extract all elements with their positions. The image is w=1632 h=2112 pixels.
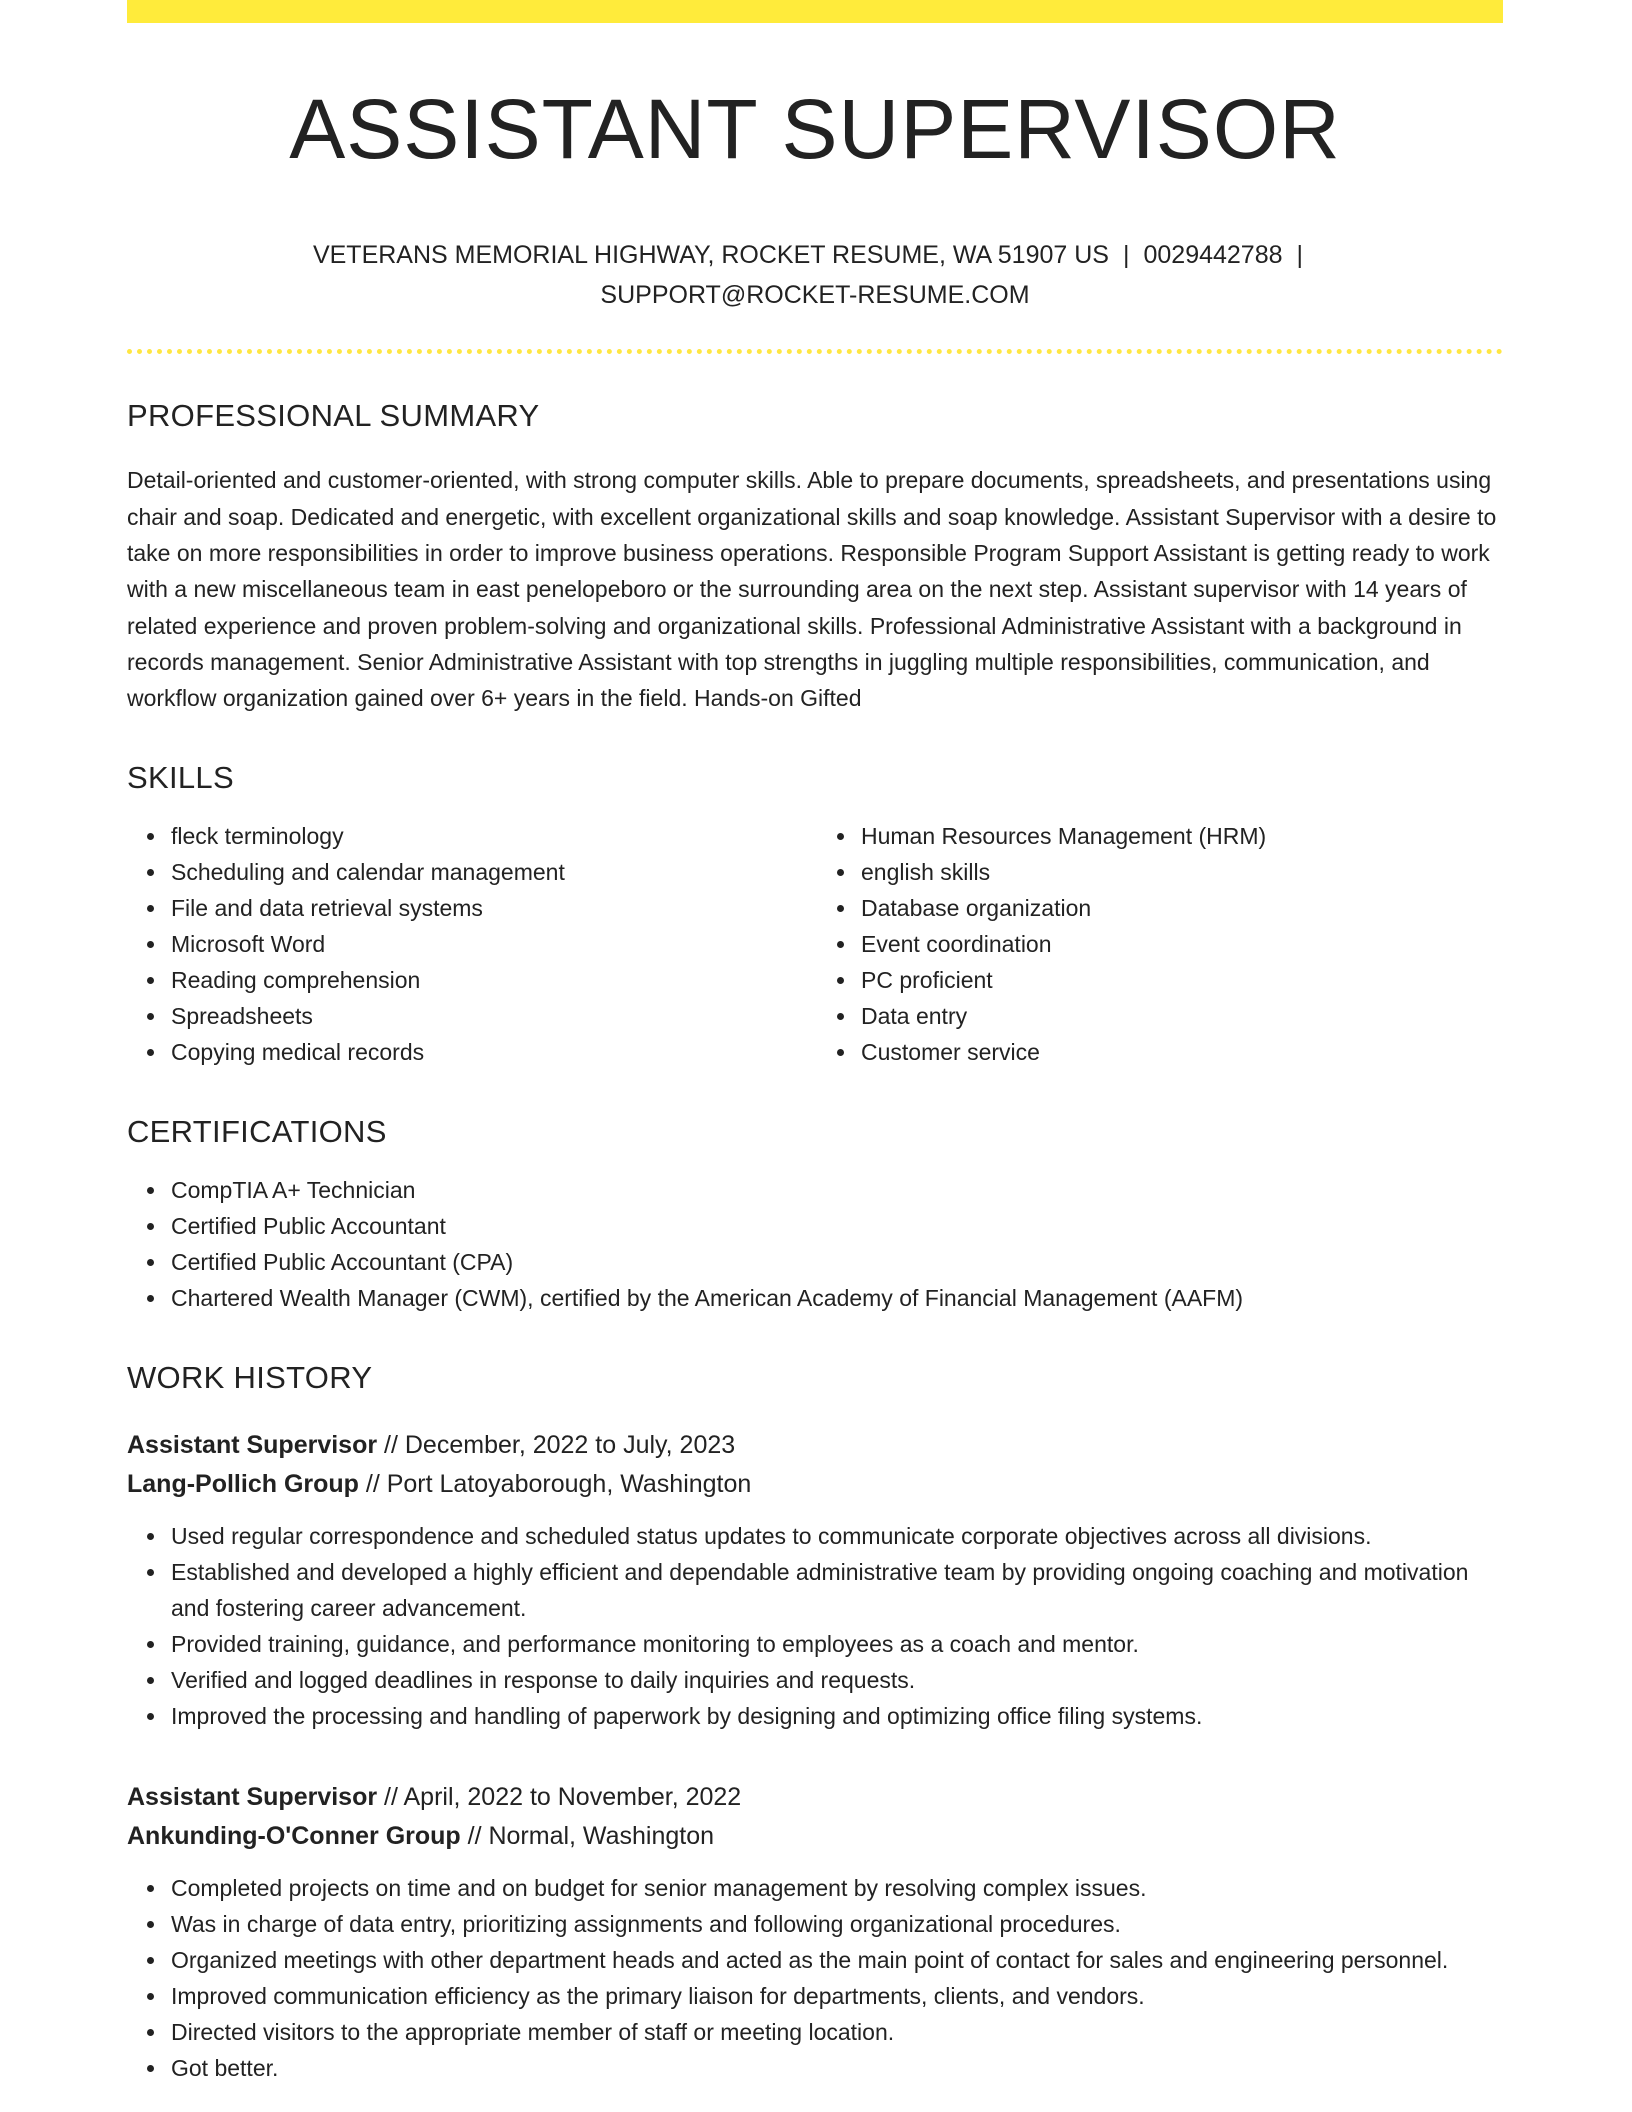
skills-section xyxy=(127,760,1503,1070)
list-item: Chartered Wealth Manager (CWM), certified by the American Academy of Financial Management (AAFM) xyxy=(171,1280,1503,1316)
company-name: Lang-Pollich Group xyxy=(127,1470,359,1499)
job-location: // Normal, Washington xyxy=(460,1822,715,1851)
list-item: Established and developed a highly efficient and dependable administrative team by providing ongoing coaching and motivation and fostering career advancement. xyxy=(171,1554,1503,1626)
job-bullets xyxy=(127,1870,1503,2086)
list-item: PC proficient xyxy=(861,962,1461,998)
list-item: CompTIA A+ Technician xyxy=(171,1172,1503,1208)
list-item: Was in charge of data entry, prioritizing assignments and following organizational procedures. xyxy=(171,1906,1503,1942)
section-heading: CERTIFICATIONS xyxy=(127,1114,387,1150)
skills-list-left xyxy=(127,818,805,1070)
job-title-line xyxy=(127,1778,1503,1817)
resume-page xyxy=(127,0,1503,2086)
company-name: Ankunding-O'Conner Group xyxy=(127,1822,461,1851)
job-entry xyxy=(127,1426,1503,1734)
list-item: Improved communication efficiency as the primary liaison for departments, clients, and vendors. xyxy=(171,1978,1503,2014)
job-title: Assistant Supervisor xyxy=(127,1783,378,1812)
summary-section xyxy=(127,398,1503,716)
job-company-line xyxy=(127,1465,1503,1504)
list-item: File and data retrieval systems xyxy=(171,890,805,926)
list-item: Human Resources Management (HRM) xyxy=(861,818,1461,854)
contact-separator: | xyxy=(1122,241,1130,270)
job-bullets xyxy=(127,1518,1503,1734)
skills-list-right xyxy=(805,818,1461,1070)
list-item: Got better. xyxy=(171,2050,1503,2086)
summary-text: Detail-oriented and customer-oriented, with strong computer skills. Able to prepare documents, spreadsheets, and presentations using chair and soap. Dedicated and energetic, with excellent organizational skills and soap knowledge. Assistant Supervisor with a desire to take on more responsibilities in order to improve business operations. Responsible Program Support Assistant is getting ready to work with a new miscellaneous team in east penelopeboro or the surrounding area on the next step. Assistant supervisor with 14 years of related experience and proven problem-solving and organizational skills. Professional Administrative Assistant with a background in records management. Senior Administrative Assistant with top strengths in juggling multiple responsibilities, communication, and workflow organization gained over 6+ years in the field. Hands-on Gifted xyxy=(127,467,1497,712)
job-location: // Port Latoyaborough, Washington xyxy=(358,1470,752,1499)
list-item: Organized meetings with other department heads and acted as the main point of contact for sales and engineering personnel. xyxy=(171,1942,1503,1978)
list-item: Microsoft Word xyxy=(171,926,805,962)
phone: 0029442788 xyxy=(1143,241,1283,270)
address: VETERANS MEMORIAL HIGHWAY, ROCKET RESUME, WA 51907 US xyxy=(312,241,1109,270)
list-item: Used regular correspondence and scheduled status updates to communicate corporate objectives across all divisions. xyxy=(171,1518,1503,1554)
work-history-section xyxy=(127,1360,1503,2086)
section-heading: SKILLS xyxy=(127,760,234,796)
list-item: Event coordination xyxy=(861,926,1461,962)
resume-title: ASSISTANT SUPERVISOR xyxy=(289,82,1341,176)
certifications-section xyxy=(127,1114,1503,1316)
list-item: Certified Public Accountant xyxy=(171,1208,1503,1244)
list-item: Data entry xyxy=(861,998,1461,1034)
list-item: Verified and logged deadlines in response to daily inquiries and requests. xyxy=(171,1662,1503,1698)
job-company-line xyxy=(127,1817,1503,1856)
list-item: Scheduling and calendar management xyxy=(171,854,805,890)
accent-bar xyxy=(127,0,1503,23)
job-dates: // December, 2022 to July, 2023 xyxy=(377,1431,736,1460)
job-title-line xyxy=(127,1426,1503,1465)
job-title: Assistant Supervisor xyxy=(127,1431,378,1460)
list-item: Directed visitors to the appropriate member of staff or meeting location. xyxy=(171,2014,1503,2050)
list-item: english skills xyxy=(861,854,1461,890)
divider xyxy=(127,349,1503,354)
list-item: Certified Public Accountant (CPA) xyxy=(171,1244,1503,1280)
list-item: Database organization xyxy=(861,890,1461,926)
list-item: Reading comprehension xyxy=(171,962,805,998)
section-heading: WORK HISTORY xyxy=(127,1360,373,1396)
list-item: fleck terminology xyxy=(171,818,805,854)
email[interactable]: SUPPORT@ROCKET-RESUME.COM xyxy=(600,281,1030,310)
list-item: Spreadsheets xyxy=(171,998,805,1034)
skills-grid xyxy=(127,818,1503,1070)
list-item: Completed projects on time and on budget for senior management by resolving complex issues. xyxy=(171,1870,1503,1906)
job-entry xyxy=(127,1778,1503,2086)
list-item: Copying medical records xyxy=(171,1034,805,1070)
contact-info xyxy=(127,235,1503,315)
section-heading: PROFESSIONAL SUMMARY xyxy=(127,398,540,434)
list-item: Provided training, guidance, and performance monitoring to employees as a coach and mentor. xyxy=(171,1626,1503,1662)
contact-separator: | xyxy=(1296,241,1304,270)
list-item: Customer service xyxy=(861,1034,1461,1070)
job-dates: // April, 2022 to November, 2022 xyxy=(377,1783,742,1812)
certifications-list xyxy=(127,1172,1503,1316)
list-item: Improved the processing and handling of paperwork by designing and optimizing office filing systems. xyxy=(171,1698,1503,1734)
